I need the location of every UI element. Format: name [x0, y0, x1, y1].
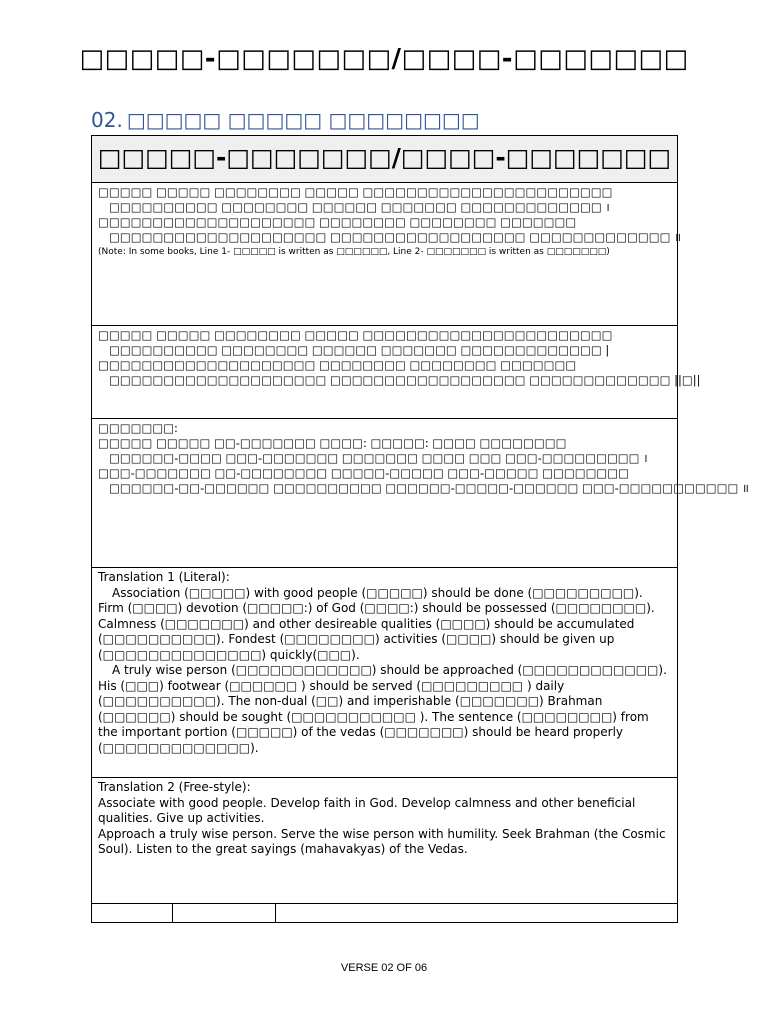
page-footer: VERSE 02 OF 06: [340, 962, 428, 974]
sanskrit-line-4: □□□□□□□□□□□□□□□□□□□□ □□□□□□□□□□□□□□□□□□ □□□□□□□□□□□□□ ||□||: [109, 373, 701, 387]
transliteration-line-1: □□□□□ □□□□□ □□-□□□□□□□ □□□□: □□□□□: □□□□ □□□□□□□□: [98, 436, 567, 450]
translation-literal-label: Translation 1 (Literal):: [98, 570, 230, 584]
translation-free-paragraph-2: Approach a truly wise person. Serve the wise person with humility. Seek Brahman (the Cosmic Soul). Listen to the great sayings (mahavakyas) of the Vedas.: [98, 826, 666, 856]
sanskrit-line-4: □□□□□□□□□□□□□□□□□□□□ □□□□□□□□□□□□□□□□□□ □□□□□□□□□□□□□ ॥: [109, 230, 681, 244]
transliteration-label: □□□□□□□:: [98, 421, 178, 435]
table-footer-row: [92, 904, 678, 923]
translation-literal-paragraph-2: A truly wise person (□□□□□□□□□□□□) should be approached (□□□□□□□□□□□□). His (□□□) footwear (□□□□□□ ) should be served (□□□□□□□□□ ) daily (□□□□□□□□□□). The non-dual (□□) and imperishable (□□□□□□□) Brahman (□□□□□□) should be sought (□□□□□□□□□□□ ). The sentence (□□□□□□□□) from the important portion (□□□□□) of the vedas (□□□□□□□) should be heard properly (□□□□□□□□□□□□□).: [98, 663, 667, 755]
translation-literal-paragraph-1: Association (□□□□□) with good people (□□□□□) should be done (□□□□□□□□□). Firm (□□□□) devotion (□□□□□:) of God (□□□□:) should be possessed (□□□□□□□□). Calmness (□□□□□□□) and other desireable qualities (□□□□) should be accumulated (□□□□□□□□□□). Fondest (□□□□□□□□) activities (□□□□) should be given up (□□□□□□□□□□□□□□) quickly(□□□).: [98, 585, 655, 662]
sanskrit-line-1: □□□□□ □□□□□ □□□□□□□□ □□□□□ □□□□□□□□□□□□□□□□□□□□□□□: [98, 328, 613, 342]
section-heading: [91, 108, 480, 132]
section-number: 02.: [91, 108, 123, 132]
translation-free-label: Translation 2 (Free-style):: [98, 780, 251, 794]
transliteration-line-4: □□□□□□-□□-□□□□□□ □□□□□□□□□□ □□□□□□-□□□□□-□□□□□□ □□□-□□□□□□□□□□□ ॥: [109, 481, 749, 495]
sanskrit-block-1: [92, 183, 681, 326]
table-title: □□□□□-□□□□□□□/□□□□-□□□□□□□: [92, 136, 678, 183]
translation-literal-block: [92, 568, 678, 778]
sanskrit-line-3: □□□□□□□□□□□□□□□□□□□□ □□□□□□□□ □□□□□□□□ □□□□□□□: [98, 215, 577, 229]
verse-table: [91, 135, 749, 923]
sanskrit-line-3: □□□□□□□□□□□□□□□□□□□□ □□□□□□□□ □□□□□□□□ □□□□□□□: [98, 358, 577, 372]
sanskrit-line-2: □□□□□□□□□□ □□□□□□□□ □□□□□□ □□□□□□□ □□□□□□□□□□□□□ ।: [109, 200, 610, 214]
transliteration-line-3: □□□-□□□□□□□ □□-□□□□□□□□ □□□□□-□□□□□ □□□-□□□□□ □□□□□□□□: [98, 466, 630, 480]
footer-cell-1: [92, 904, 173, 922]
transliteration-block: [92, 419, 749, 568]
footer-cell-3: [276, 904, 678, 922]
footer-cells: [92, 904, 677, 922]
variant-note: (Note: In some books, Line 1- □□□□□ is written as □□□□□□, Line 2- □□□□□□□ is written as □□□□□□□): [98, 247, 610, 257]
translation-free-paragraph-1: Associate with good people. Develop faith in God. Develop calmness and other beneficial qualities. Give up activities.: [98, 795, 636, 825]
sanskrit-line-2: □□□□□□□□□□ □□□□□□□□ □□□□□□ □□□□□□□ □□□□□□□□□□□□□ |: [109, 343, 610, 357]
sanskrit-line-1: □□□□□ □□□□□ □□□□□□□□ □□□□□ □□□□□□□□□□□□□□□□□□□□□□□: [98, 185, 613, 199]
page-title: □□□□□-□□□□□□□/□□□□-□□□□□□□: [79, 44, 689, 74]
section-heading-text: □□□□□ □□□□□ □□□□□□□□: [126, 108, 480, 132]
sanskrit-block-2: [92, 326, 701, 419]
transliteration-line-2: □□□□□□-□□□□ □□□-□□□□□□□ □□□□□□□ □□□□ □□□ □□□-□□□□□□□□□ ।: [109, 451, 648, 465]
translation-free-block: [92, 778, 678, 904]
footer-cell-2: [173, 904, 276, 922]
